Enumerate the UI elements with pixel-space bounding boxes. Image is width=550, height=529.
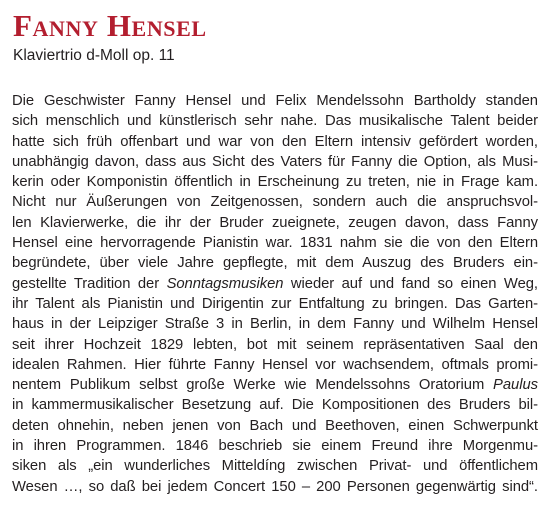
page-subtitle: Klaviertrio d-Moll op. 11 <box>13 47 175 64</box>
text-line: ihr Talent als Pianistin und Dirigentin zur Entfaltung zu bringen. Das Garten- <box>12 295 538 312</box>
text-line: siken als „ein wunderliches Mitteldíng zwischen Privat- und öffentlichem <box>12 458 538 475</box>
text-line: in kammermusikalischer Besetzung auf. Die Kompositionen des Bruders bil- <box>12 397 538 414</box>
work-title-paulus: Paulus <box>493 377 538 394</box>
text-line: begründete, über viele Jahre gepflegte, mit dem Auszug des Bruders ein- <box>12 255 538 272</box>
page-title: Fanny Hensel <box>13 8 207 43</box>
text-line: unabhängig davon, dass aus Sicht des Vaters für Fanny die Option, als Musi- <box>12 153 538 170</box>
text-line: Die Geschwister Fanny Hensel und Felix Mendelssohn Bartholdy standen <box>12 93 538 109</box>
text-line: len Klavierwerke, die ihr der Bruder zueignete, zeugen davon, dass Fanny <box>12 214 538 231</box>
text-line: nentem Publikum selbst große Werke wie Mendelssohns Oratorium Paulus <box>12 377 538 394</box>
text-line: Wesen …, so daß bei jedem Concert 150 – 200 Personen gegenwärtig sind“. <box>12 478 538 495</box>
text-line: gestellte Tradition der Sonntagsmusiken wieder auf und fand so einen Weg, <box>12 275 538 292</box>
text-line: Hensel eine hervorragende Pianistin war. 1831 nahm sie die von den Eltern <box>12 235 538 252</box>
text-line: haus in der Leipziger Straße 3 in Berlin, in dem Fanny und Wilhelm Hensel <box>12 316 538 333</box>
text-line: Nicht nur Äußerungen von Zeitgenossen, sondern auch die anspruchsvol- <box>12 194 538 211</box>
text-line: in ihren Programmen. 1846 beschrieb sie einem Freund ihre Morgenmu- <box>12 438 538 455</box>
text-line: sich menschlich und künstlerisch sehr nahe. Das musikalische Talent beider <box>12 113 538 130</box>
text-line: kerin oder Komponistin öffentlich in Erscheinung zu treten, nie in Frage kam. <box>12 174 538 191</box>
text-line: idealen Rahmen. Hier führte Fanny Hensel vor wachsendem, oftmals promi- <box>12 356 538 373</box>
text-line: seit ihrer Hochzeit 1829 lebten, bot mit seinem repräsentativen Saal den <box>12 336 538 353</box>
text-line: hatte sich früh offenbart und war von den Eltern intensiv gefördert worden, <box>12 133 538 150</box>
work-title-sonntagsmusiken: Sonntagsmusiken <box>166 275 284 292</box>
text-line: deten ohnehin, neben jenen von Bach und Beethoven, einen Schwerpunkt <box>12 417 538 434</box>
body-paragraph <box>12 91 538 497</box>
